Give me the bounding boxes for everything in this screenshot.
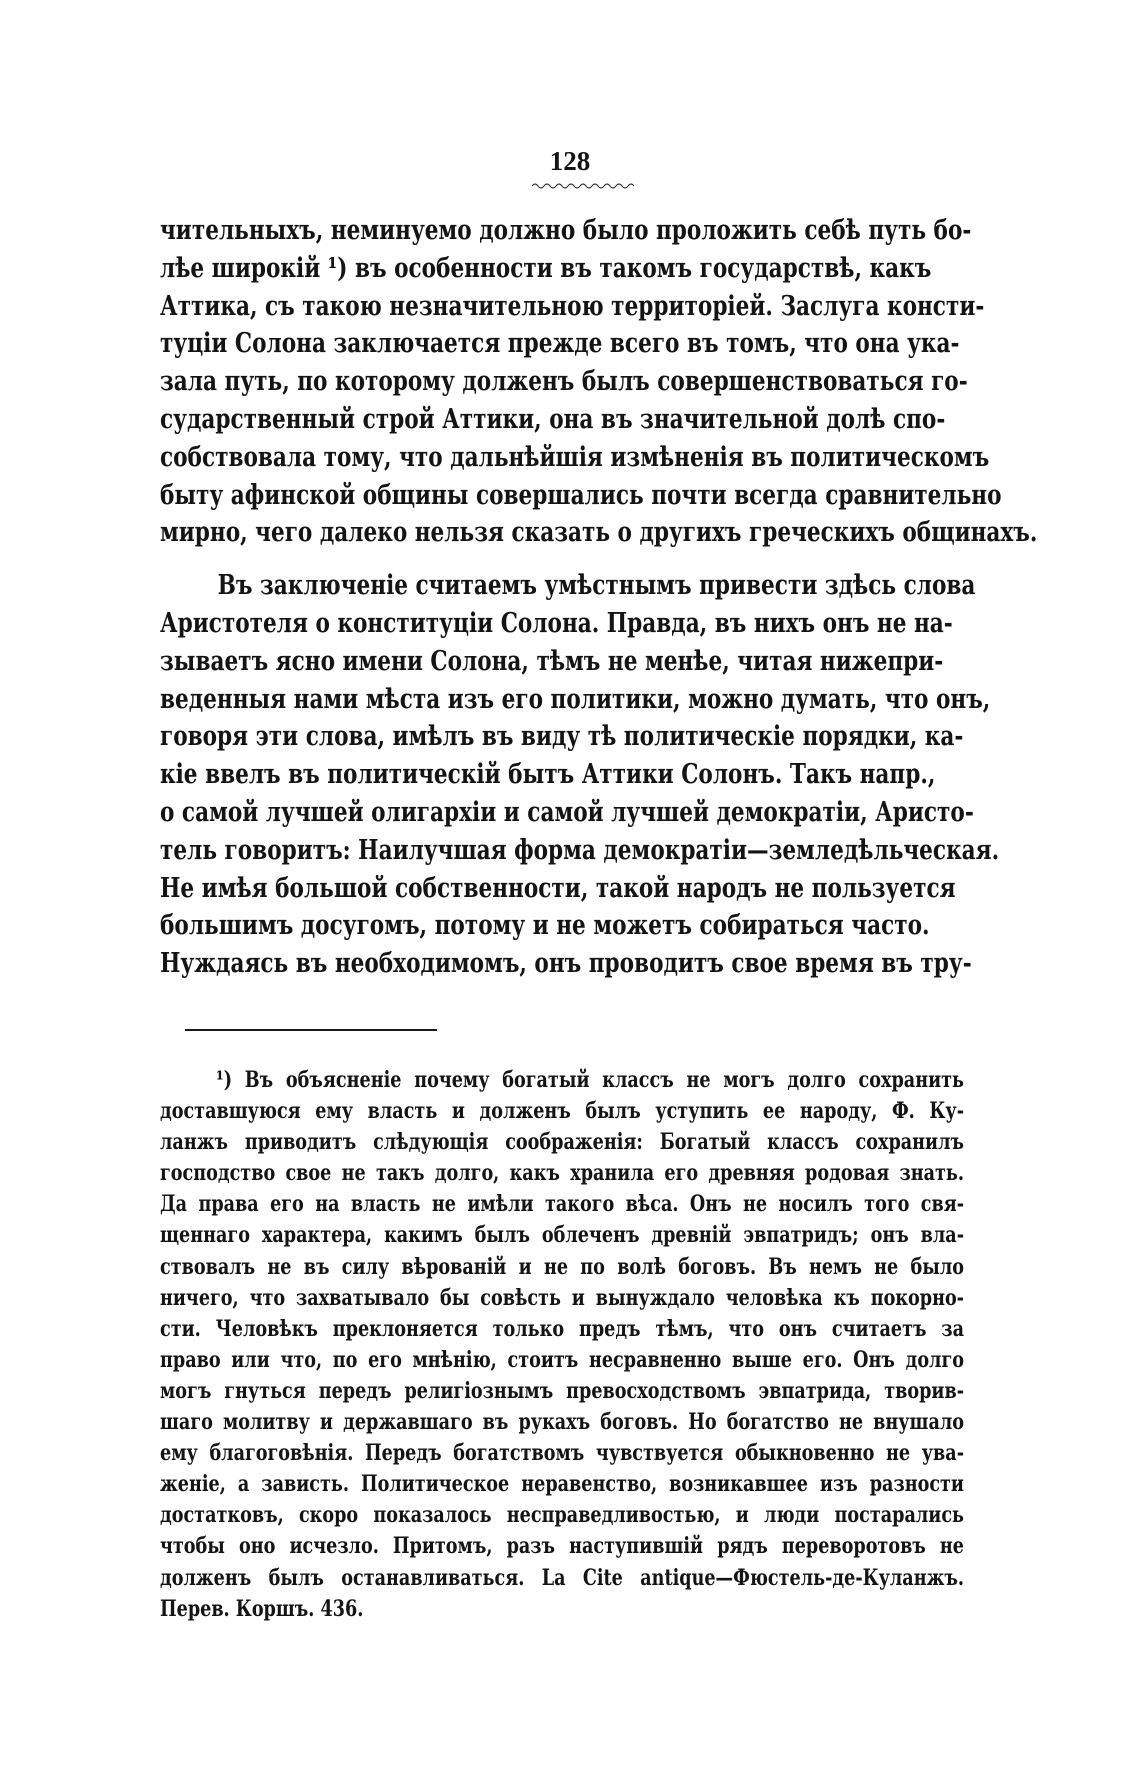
text-line: тель говоритъ: Наилучшая форма демократіи—земледѣльческая. [160,834,1000,866]
footnote-line: шаго молитву и державшаго въ рукахъ боговъ. Но богатство не внушало [160,1409,964,1436]
footnote-line: доставшуюся ему власть и долженъ былъ уступить ее народу, Ф. Ку- [160,1098,964,1125]
text-line: туціи Солона заключается прежде всего въ томъ, что она ука- [160,328,960,360]
text-line: сударственный строй Аттики, она въ значительной долѣ спо- [160,403,946,435]
text-line: Въ заключеніе считаемъ умѣстнымъ привести здѣсь слова [217,570,976,602]
footnote-line: ему благоговѣнія. Передъ богатствомъ чувствуется обыкновенно не ува- [160,1440,964,1467]
text-line: чительныхъ, неминуемо должно было проложить себѣ путь бо- [160,215,972,246]
footnote-line: право или что, по его мнѣнію, стоитъ несравненно выше его. Онъ долго [160,1346,964,1373]
text-line: лѣе широкій ¹) въ особенности въ такомъ государствѣ, какъ [160,252,932,284]
footnote-line: ланжъ приводитъ слѣдующія соображенія: Богатый классъ сохранилъ [160,1129,964,1156]
text-line: веденныя нами мѣста изъ его политики, можно думать, что онъ, [160,683,991,715]
footnote-line: женіе, а зависть. Политическое неравенство, возникавшее изъ разности [160,1471,964,1498]
page-number-ornament [532,182,636,190]
footnote-line: ничего, что захватывало бы совѣсть и вынуждало человѣка къ покорно- [160,1284,964,1311]
footnote-line: чтобы оно исчезло. Притомъ, разъ наступившій рядъ переворотовъ не [160,1533,964,1560]
text-line: кіе ввелъ въ политическій бытъ Аттики Солонъ. Такъ напр., [160,759,936,791]
text-line: зала путь, по которому долженъ былъ совершенствоваться го- [160,366,968,398]
text-line: Не имѣя большой собственности, такой народъ не пользуется [160,872,956,904]
text-line: о самой лучшей олигархіи и самой лучшей демократіи, Аристо- [160,796,974,828]
paragraph-1 [160,212,1038,552]
main-text [160,212,1038,983]
text-line: Аристотеля о конституціи Солона. Правда, въ нихъ онъ не на- [160,607,953,639]
footnote-line: Перев. Коршъ. 436. [160,1595,364,1622]
text-line: большимъ досугомъ, потому и не можетъ собираться часто. [160,910,930,942]
footnote-line: долженъ былъ останавливаться. La Cite antique—Фюстель-де-Куланжъ. [160,1564,964,1591]
text-line: зываетъ ясно имени Солона, тѣмъ не менѣе, читая нижепри- [160,645,944,677]
text-line: говоря эти слова, имѣлъ въ виду тѣ политическіе порядки, ка- [160,721,964,753]
footnote-line: щеннаго характера, какимъ былъ облеченъ древній эвпатридъ; онъ вла- [160,1222,964,1249]
text-line: мирно, чего далеко нельзя сказать о другихъ греческихъ общинахъ. [160,517,1038,549]
text-line: собствовала тому, что дальнѣйшія измѣненія въ политическомъ [160,441,990,473]
footnote-divider [185,1029,437,1031]
footnote-line: господство свое не такъ долго, какъ хранила его древняя родовая знать. [160,1160,964,1187]
footnote-line: могъ гнуться передъ религіознымъ превосходствомъ эвпатрида, творив- [160,1377,964,1404]
footnote-line: ствовалъ не въ силу вѣрованій и не по волѣ боговъ. Въ немъ не было [160,1253,964,1280]
footnote-line: Да права его на власть не имѣли такого вѣса. Онъ не носилъ того свя- [160,1191,964,1218]
footnote [160,1065,964,1625]
text-line: Аттика, съ такою незначительною территоріей. Заслуга консти- [160,290,985,322]
footnote-line: достатковъ, скоро показалось несправедливостью, и люди постарались [160,1502,964,1529]
footnote-line: ¹) Въ объясненіе почему богатый классъ не могъ долго сохранить [216,1067,964,1093]
text-line: быту афинской общины совершались почти всегда сравнительно [160,479,1002,511]
paragraph-2 [160,567,1000,983]
footnote-line: сти. Человѣкъ преклоняется только предъ тѣмъ, что онъ считаетъ за [160,1315,964,1342]
text-line: Нуждаясь въ необходимомъ, онъ проводитъ свое время въ тру- [160,948,972,980]
page-number: 128 [549,146,591,176]
